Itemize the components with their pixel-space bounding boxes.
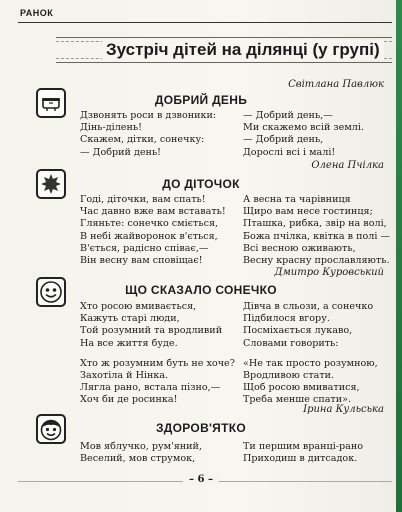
poem-author: Ірина Кульська — [303, 404, 384, 415]
poem-line: Хоч би де росинка! — [80, 394, 178, 406]
poem-line: Ти першим вранці-рано — [243, 441, 364, 452]
poem-line: Вродливою стати. — [243, 370, 335, 382]
poem-line: Той розумний та вродливий — [80, 325, 223, 337]
poem-line: Кажуть старі люди, — [80, 313, 180, 325]
poem-line: Дінь-ділень! — [80, 122, 142, 134]
poem-line: Дзвонять роси в дзвоники: — [80, 110, 217, 121]
page-number — [0, 474, 402, 485]
poem-title: ЩО СКАЗАЛО СОНЕЧКО — [125, 283, 277, 297]
poem-line: Треба менше спати». — [243, 394, 352, 406]
poem-line: — Добрий день! — [80, 146, 162, 158]
stanza-gap — [243, 350, 378, 358]
stanza-gap — [80, 350, 235, 358]
publisher-label: РАНОК — [20, 8, 54, 18]
poem-line: В небі жайворонок в'ється, — [80, 230, 218, 242]
poem-line: Час давно вже вам вставать! — [80, 206, 226, 218]
poem-line: Підбилося вгору. — [243, 313, 330, 325]
poem-line: Дорослі всі і малі! — [243, 146, 336, 158]
poem-line: Словами говорить: — [243, 337, 339, 349]
poem-left-column — [80, 194, 226, 267]
poem-line: Приходиш в дитсадок. — [243, 453, 358, 465]
poem-line: Щоб росою вмиватися, — [243, 382, 360, 394]
poem-line: Гляньте: сонечко сміється, — [80, 218, 219, 230]
poem-author: Світлана Павлюк — [288, 79, 384, 90]
poem-line: Скажем, дітки, сонечку: — [80, 134, 205, 146]
poem-right-column — [243, 110, 364, 159]
poem-line: Веселий, мов струмок, — [80, 453, 196, 465]
poem-right-column — [243, 301, 378, 407]
poem-line: На все життя буде. — [80, 337, 178, 349]
poem-line: «Не так просто розумною, — [243, 357, 378, 369]
poem-line: Щиро вам несе гостинця; — [243, 206, 373, 218]
poem-line: А весна та чарівниця — [243, 194, 351, 205]
poem-left-column — [80, 110, 216, 159]
poem-line: Мов яблучко, рум'яний, — [80, 441, 203, 452]
poem-line: В'ється, радісно співає,— — [80, 242, 209, 254]
poem-left-column — [80, 441, 202, 465]
poem-line: Весну красну прославляють. — [243, 255, 390, 267]
poem-line: Дівча в сльози, а сонечко — [243, 301, 374, 312]
poem-line: Пташка, рибка, звір на волі, — [243, 218, 387, 230]
poem-line: Він весну вам сповіщає! — [80, 255, 203, 267]
header-rule — [18, 22, 392, 23]
poem-right-column — [243, 194, 390, 267]
poem-author: Олена Пчілка — [311, 160, 384, 171]
poem-line: Ми скажемо всій землі. — [243, 122, 365, 134]
poem-line: Божа пчілка, квітка в полі — — [243, 230, 391, 242]
poem-line: — Добрий день, — [243, 134, 324, 146]
poem-line: Годі, діточки, вам спать! — [80, 194, 206, 205]
poem-title: ЗДОРОВ'ЯТКО — [155, 421, 246, 435]
poem-left-column — [80, 301, 235, 407]
page-edge — [396, 0, 402, 512]
poem-right-column — [243, 441, 363, 465]
poem-author: Дмитро Куровський — [274, 267, 384, 278]
poem-line: Хто ж розумним буть не хоче? — [80, 357, 235, 369]
poem-line: Лягла рано, встала пізно,— — [80, 382, 221, 394]
section-title: Зустріч дітей на ділянці (у групі) — [102, 40, 384, 60]
poem-line: Хто росою вмивається, — [80, 301, 197, 312]
poem-line: Посміхається лукаво, — [243, 325, 353, 337]
poem-title: ДОБРИЙ ДЕНЬ — [154, 93, 248, 107]
poem-line: Захотіла й Нінка. — [80, 370, 169, 382]
poem-line: Всі весною оживають, — [243, 242, 356, 254]
page-number-text: – 6 – — [183, 474, 219, 485]
poem-line: — Добрий день,— — [243, 110, 333, 121]
poem-title: ДО ДІТОЧОК — [162, 177, 240, 191]
